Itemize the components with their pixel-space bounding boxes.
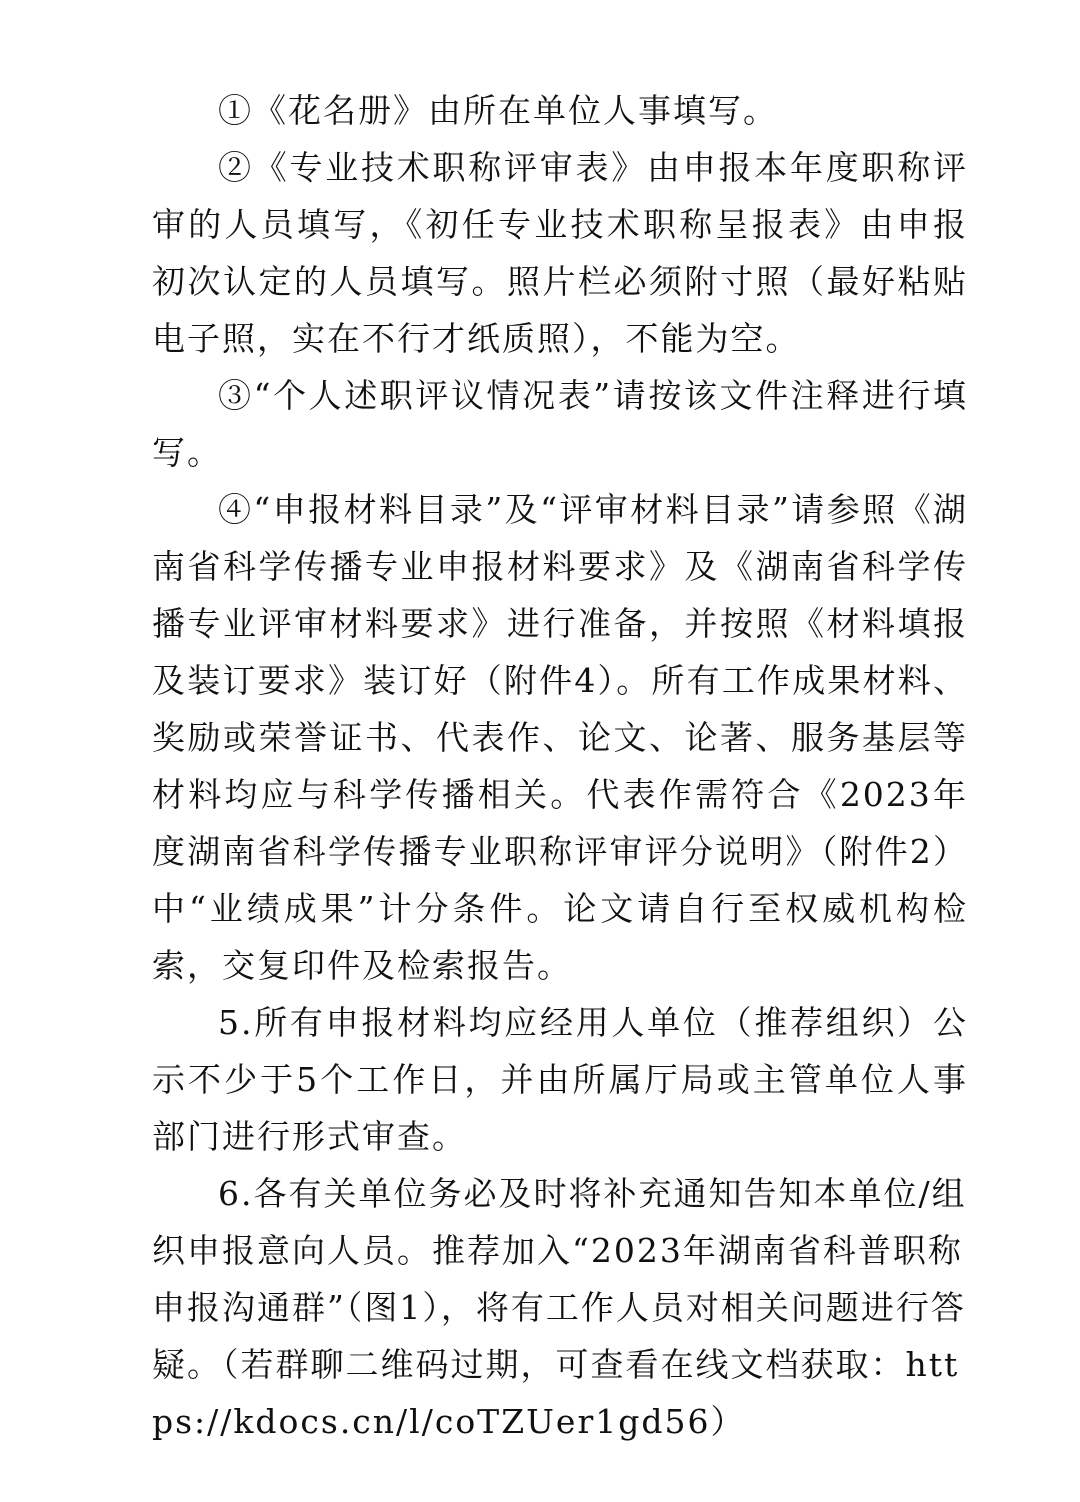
document-body — [152, 82, 968, 1450]
paragraph-roster: ①《花名册》由所在单位人事填写。 — [218, 91, 778, 130]
paragraph-notification: 6.各有关单位务必及时将补充通知告知本单位/组织申报意向人员。推荐加入“2023年湖南省科普职称申报沟通群”（图1），将有工作人员对相关问题进行答疑。（若群聊二维码过期，可查看在线文档获取：https://kdocs.cn/l/coTZUer1gd56） — [152, 1174, 967, 1441]
paragraph-material-catalog: ④“申报材料目录”及“评审材料目录”请参照《湖南省科学传播专业申报材料要求》及《湖南省科学传播专业评审材料要求》进行准备，并按照《材料填报及装订要求》装订好（附件4）。所有工作成果材料、奖励或荣誉证书、代表作、论文、论著、服务基层等材料均应与科学传播相关。代表作需符合《2023年度湖南省科学传播专业职称评审评分说明》（附件2）中“业绩成果”计分条件。论文请自行至权威机构检索，交复印件及检索报告。 — [152, 490, 968, 985]
paragraph-evaluation-form: ②《专业技术职称评审表》由申报本年度职称评审的人员填写，《初任专业技术职称呈报表》由申报初次认定的人员填写。照片栏必须附寸照（最好粘贴电子照，实在不行才纸质照），不能为空。 — [152, 148, 968, 358]
paragraph-performance-review: ③“个人述职评议情况表”请按该文件注释进行填写。 — [152, 376, 968, 472]
paragraph-public-notice: 5.所有申报材料均应经用人单位（推荐组织）公示不少于5个工作日，并由所属厅局或主管单位人事部门进行形式审查。 — [152, 1003, 968, 1156]
